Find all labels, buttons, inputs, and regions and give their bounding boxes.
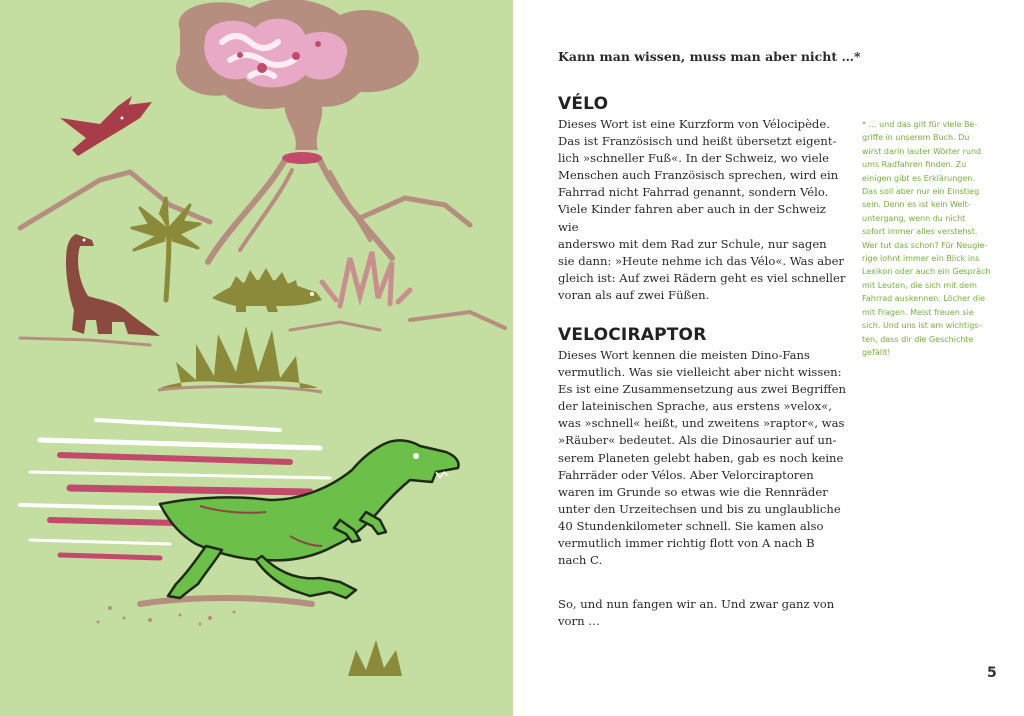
running-velociraptor	[160, 440, 459, 598]
grass-bush-right	[322, 252, 410, 306]
text-page	[513, 0, 1024, 716]
paragraph-closing: So, und nun fangen wir an. Und zwar ganz von vorn …	[558, 597, 835, 629]
intro-line: Kann man wissen, muss man aber nicht …*	[558, 49, 861, 64]
paragraph-velo: Dieses Wort ist eine Kurzform von Vélocipède. Das ist Französisch und heißt übersetzt eigent- lich »schneller Fuß«. In der Schweiz, wo viele Menschen auch Französisch sprechen, wird ein Fahrrad nicht Fahrrad genannt, sondern Vélo. Viele Kinder fahren aber auch in der Schweiz wie anderswo mit dem Rad zur Schule, nur sagen sie dann: »Heute nehme ich das Vélo«. Was aber gleich ist: Auf zwei Rädern geht es viel schneller voran als auf zwei Füßen.	[558, 117, 846, 302]
grass-bush-center	[158, 326, 322, 392]
stegosaurus	[212, 268, 322, 312]
pterodactyl	[60, 96, 152, 156]
volcano-smoke-cloud	[176, 0, 419, 150]
heading-velociraptor: VELOCIRAPTOR	[558, 325, 707, 345]
paragraph-velociraptor: Dieses Wort kennen die meisten Dino-Fans vermutlich. Was sie vielleicht aber nicht wissen: Es ist eine Zusammensetzung aus zwei Begriffen der lateinischen Sprache, aus erstens »velox«, was »schnell« heißt, und zweitens »raptor«, was »Räuber« bedeutet. Als die Dinosaurier auf un- serem Planeten gelebt haben, gab es noch keine Fahrräder oder Vélos. Aber Velorciraptoren waren im Grunde so etwas wie die Rennräder unter den Urzeitechsen und bis zu unglaubliche 40 Stundenkilometer schnell. Sie kamen also vermutlich immer richtig flott von A nach B nach C.	[558, 348, 846, 568]
grass-bush-bottom	[348, 640, 402, 676]
heading-velo: VÉLO	[558, 94, 609, 114]
ground-dust	[97, 598, 313, 626]
footnote: * … und das gilt für viele Be- griffe in unserem Buch. Du wirst darin lauter Wörter rund ums Radfahren finden. Zu einigen gibt es Erklärungen. Das soll aber nur ein Einstieg sein. Denn es ist kein Welt- untergang, wenn du nicht sofort immer alles verstehst. Wer tut das schon? Für Neugie- rige lohnt immer ein Blick ins Lexikon oder auch ein Gespräch mit Leuten, die sich mit dem Fahrrad auskennen. Löcher die mit Fragen. Meist freuen sie sich. Und uns ist am wichtigs- ten, dass dir die Geschichte gefällt!	[862, 120, 991, 357]
brachiosaurus	[66, 234, 160, 336]
volcano	[208, 152, 392, 262]
page-number: 5	[987, 665, 997, 681]
